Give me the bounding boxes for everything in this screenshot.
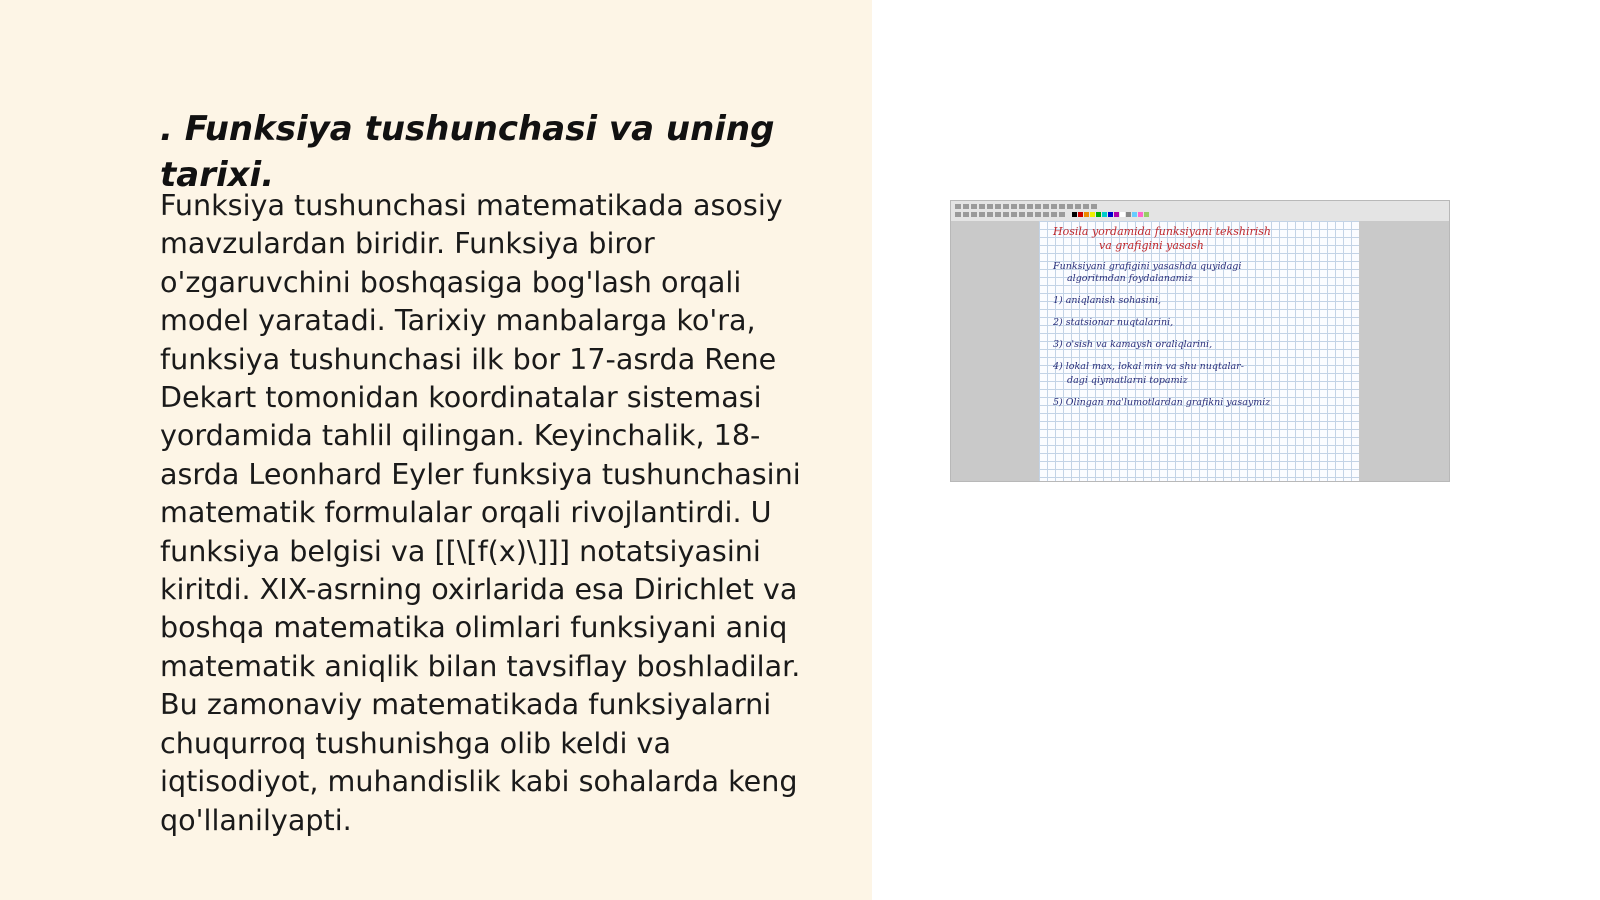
illustration-screenshot [950, 200, 1450, 482]
handwritten-line: algoritmdan foydalanamiz [1067, 273, 1193, 284]
screenshot-toolbar [951, 201, 1449, 222]
slide-body-text: Funksiya tushunchasi matematikada asosiy mavzulardan biridir. Funksiya biror o'zgaruvchini boshqasiga bog'lash orqali model yaratadi. Tarixiy manbalarga ko'ra, funksiya tushunchasi ilk bor 17-asrda Rene Dekart tomonidan koordinatalar sistemasi yordamida tahlil qilingan. Keyinchalik, 18- asrda Leonhard Eyler funksiya tushunchasini matematik formulalar orqali rivojlantirdi. U funksiya belgisi va [[\[f(x)\]]] notatsiyasini kiritdi. XIX-asrning oxirlarida esa Dirichlet va boshqa matematika olimlari funksiyani aniq matematik aniqlik bilan tavsiflay boshladilar. Bu zamonaviy matematikada funksiyalarni chuqurroq tushunishga olib keldi va iqtisodiyot, muhandislik kabi sohalarda keng qo'llanilyapti. [160, 188, 801, 837]
handwritten-line: dagi qiymatlarni topamiz [1067, 375, 1188, 386]
slide-title: . Funksiya tushunchasi va uning tarixi. [160, 109, 775, 195]
handwritten-line: 1) aniqlanish sohasini, [1053, 295, 1162, 306]
screenshot-right-margin [1359, 221, 1449, 482]
handwritten-title-line-2: va grafigini yasash [1099, 239, 1204, 252]
handwritten-line: 4) lokal max, lokal min va shu nuqtalar- [1053, 361, 1244, 372]
handwritten-line: 5) Olingan ma'lumotlardan grafikni yasaymiz [1053, 397, 1271, 408]
grid-paper-sheet [1039, 221, 1359, 482]
handwritten-line: 2) statsionar nuqtalarini, [1053, 317, 1174, 328]
handwritten-line: 3) o'sish va kamaysh oraliqlarini, [1053, 339, 1213, 350]
handwritten-line: Funksiyani grafigini yasashda quyidagi [1053, 261, 1242, 272]
handwritten-title-line-1: Hosila yordamida funksiyani tekshirish [1053, 225, 1271, 238]
screenshot-left-margin [951, 221, 1039, 482]
